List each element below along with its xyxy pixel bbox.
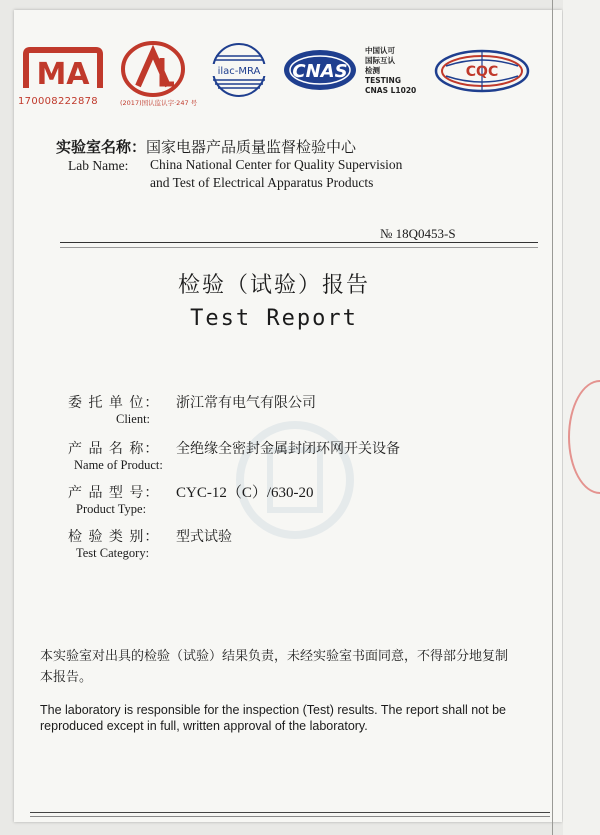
bottom-divider: [30, 812, 550, 813]
client-label-cn: 委 托 单 位：: [68, 395, 160, 411]
product-name-label-en: Name of Product:: [74, 458, 163, 472]
bottom-divider: [30, 816, 550, 817]
lab-name-cn-label: 实验室名称：: [56, 138, 147, 156]
cma-logo-text: MA: [36, 57, 90, 92]
cnas-line: 中国认可: [365, 46, 395, 55]
lab-name-cn: [56, 136, 356, 157]
test-category-label-cn: 检 验 类 别：: [68, 529, 160, 545]
product-name-label-cn: 产 品 名 称：: [68, 441, 160, 457]
cnas-line: 国际互认: [365, 56, 395, 65]
product-type-label-en: Product Type:: [76, 502, 147, 516]
test-category-label-en: Test Category:: [76, 546, 150, 560]
lab-name-en-label: Lab Name:: [68, 158, 129, 173]
product-name-value: 全绝缘全密封金属封闭环网开关设备: [176, 441, 400, 457]
notice-en: The laboratory is responsible for the inspection (Test) results. The report shall not be reproduced except in full, written approval of the laboratory.: [40, 703, 506, 733]
cqc-logo-text: CQC: [465, 64, 499, 80]
product-type-label-cn: 产 品 型 号：: [68, 485, 160, 501]
ilac-mra-logo: [206, 42, 272, 98]
client-value: 浙江常有电气有限公司: [176, 395, 316, 411]
cqc-logo: [432, 48, 532, 94]
lab-name-en-value: [150, 156, 470, 192]
fold-line: [552, 0, 553, 835]
cnas-line: TESTING: [365, 76, 401, 85]
divider: [60, 242, 538, 243]
test-category-value: 型式试验: [176, 529, 232, 545]
cnas-accreditation-text: [365, 46, 416, 96]
report-title-en: Test Report: [190, 306, 358, 331]
cal-logo: [120, 40, 186, 98]
lab-name-en-line: China National Center for Quality Supervision: [150, 157, 403, 172]
report-title-cn: 检验（试验）报告: [177, 273, 370, 298]
cnas-logo-text: CNAS: [292, 61, 348, 82]
lab-name-en-line: and Test of Electrical Apparatus Products: [150, 175, 374, 190]
cnas-logo: [282, 47, 358, 93]
client-label-en: Client:: [116, 412, 151, 426]
cnas-line: 检测: [365, 66, 380, 75]
notice-cn: 本实验室对出具的检验（试验）结果负责，未经实验室书面同意，不得部分地复制本报告。: [40, 649, 509, 685]
lab-name-cn-value: 国家电器产品质量监督检验中心: [146, 138, 357, 156]
product-type-value: CYC-12（C）/630-20: [176, 485, 314, 501]
report-number: № 18Q0453-S: [380, 226, 456, 241]
cnas-line: CNAS L1020: [365, 86, 417, 95]
cma-logo: [20, 44, 106, 94]
report-cover-sheet: [14, 10, 562, 822]
cma-code: 170008222878: [18, 96, 98, 107]
cal-code: (2017)国认监认字·247 号: [120, 99, 198, 107]
divider: [60, 247, 538, 248]
ilac-logo-text: ilac-MRA: [217, 66, 261, 77]
